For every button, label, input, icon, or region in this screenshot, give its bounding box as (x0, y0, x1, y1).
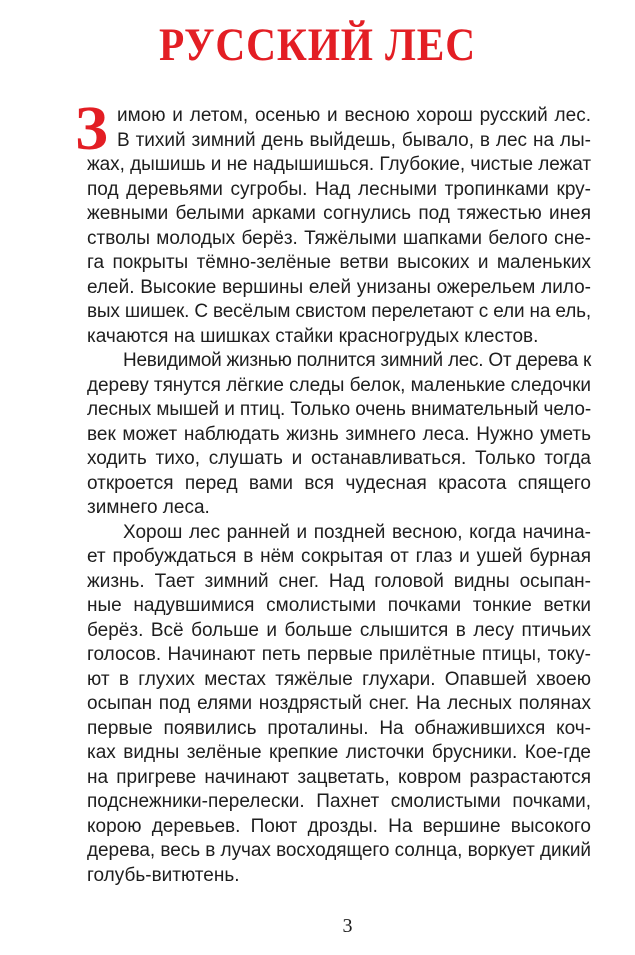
text-line: ках видны зелёные крепкие листочки брусники. Кое-где (87, 742, 591, 763)
page-number: 3 (342, 915, 353, 937)
text-line: корою деревьев. Поют дрозды. На вершине высокого (87, 815, 591, 837)
article-body (75, 95, 592, 888)
text-line: подснежники-перелески. Пахнет смолистыми почками, (87, 791, 591, 812)
paragraph-2 (87, 349, 591, 521)
text-line: дерева, весь в лучах восходящего солнца, воркует дикий (87, 840, 591, 861)
page-title: РУССКИЙ ЛЕС (159, 19, 476, 71)
paragraph-1 (75, 95, 591, 349)
text-line: качаются на шишках стайки красногрудых клестов. (87, 325, 539, 347)
text-line: жевными белыми арками согнулись под тяжестью инея (87, 203, 591, 224)
text-line: жах, дышишь и не надышишься. Глубокие, чистые лежат (87, 154, 591, 175)
text-line: Невидимой жизнью полнится зимний лес. От дерева к (123, 350, 591, 371)
text-line: Хорош лес ранней и поздней весною, когда начина- (123, 521, 591, 543)
text-line: зимнего леса. (87, 497, 210, 518)
text-line: ходить тихо, слушать и останавливаться. Только тогда (87, 448, 591, 469)
text-line: имою и летом, осенью и весною хорош русский лес. (117, 105, 591, 126)
text-line: под деревьями сугробы. Над лесными тропинками кру- (87, 178, 591, 200)
text-line: берёз. Всё больше и больше слышится в лесу птичьих (87, 619, 591, 641)
text-line: ные надувшимися смолистыми почками тонкие ветки (87, 595, 591, 616)
text-line: голубь-витютень. (87, 864, 240, 886)
text-line: В тихий зимний день выйдешь, бывало, в лес на лы- (117, 129, 591, 151)
text-line: откроется перед вами вся чудесная красота спящего (87, 472, 591, 494)
text-line: на пригреве начинают зацветать, ковром разрастаются (87, 766, 591, 788)
text-line: век может наблюдать жизнь зимнего леса. Нужно уметь (87, 423, 591, 445)
paragraph-3 (87, 521, 591, 889)
text-line: жизнь. Тает зимний снег. Над головой видны осыпан- (87, 570, 591, 592)
text-line: первые появились проталины. На обнажившихся коч- (87, 717, 591, 739)
text-line: дереву тянутся лёгкие следы белок, маленькие следочки (87, 374, 591, 396)
text-line: ют в глухих местах тяжёлые глухари. Опавшей хвоею (87, 668, 591, 690)
text-line: стволы молодых берёз. Тяжёлыми шапками белого сне- (87, 227, 591, 249)
drop-cap: З (75, 95, 108, 163)
text-line: вых шишек. С весёлым свистом перелетают с ели на ель, (87, 301, 591, 322)
text-line: осыпан под елями ноздрястый снег. На лесных полянах (87, 693, 591, 714)
text-line: лесных мышей и птиц. Только очень внимательный чело- (87, 399, 592, 420)
text-line: ет пробуждаться в нём сокрытая от глаз и ушей бурная (87, 546, 591, 567)
text-line: елей. Высокие вершины елей унизаны ожерельем лило- (87, 276, 591, 298)
text-line: га покрыты тёмно-зелёные ветви высоких и маленьких (87, 252, 591, 273)
text-line: голосов. Начинают петь первые прилётные птицы, току- (87, 644, 591, 665)
